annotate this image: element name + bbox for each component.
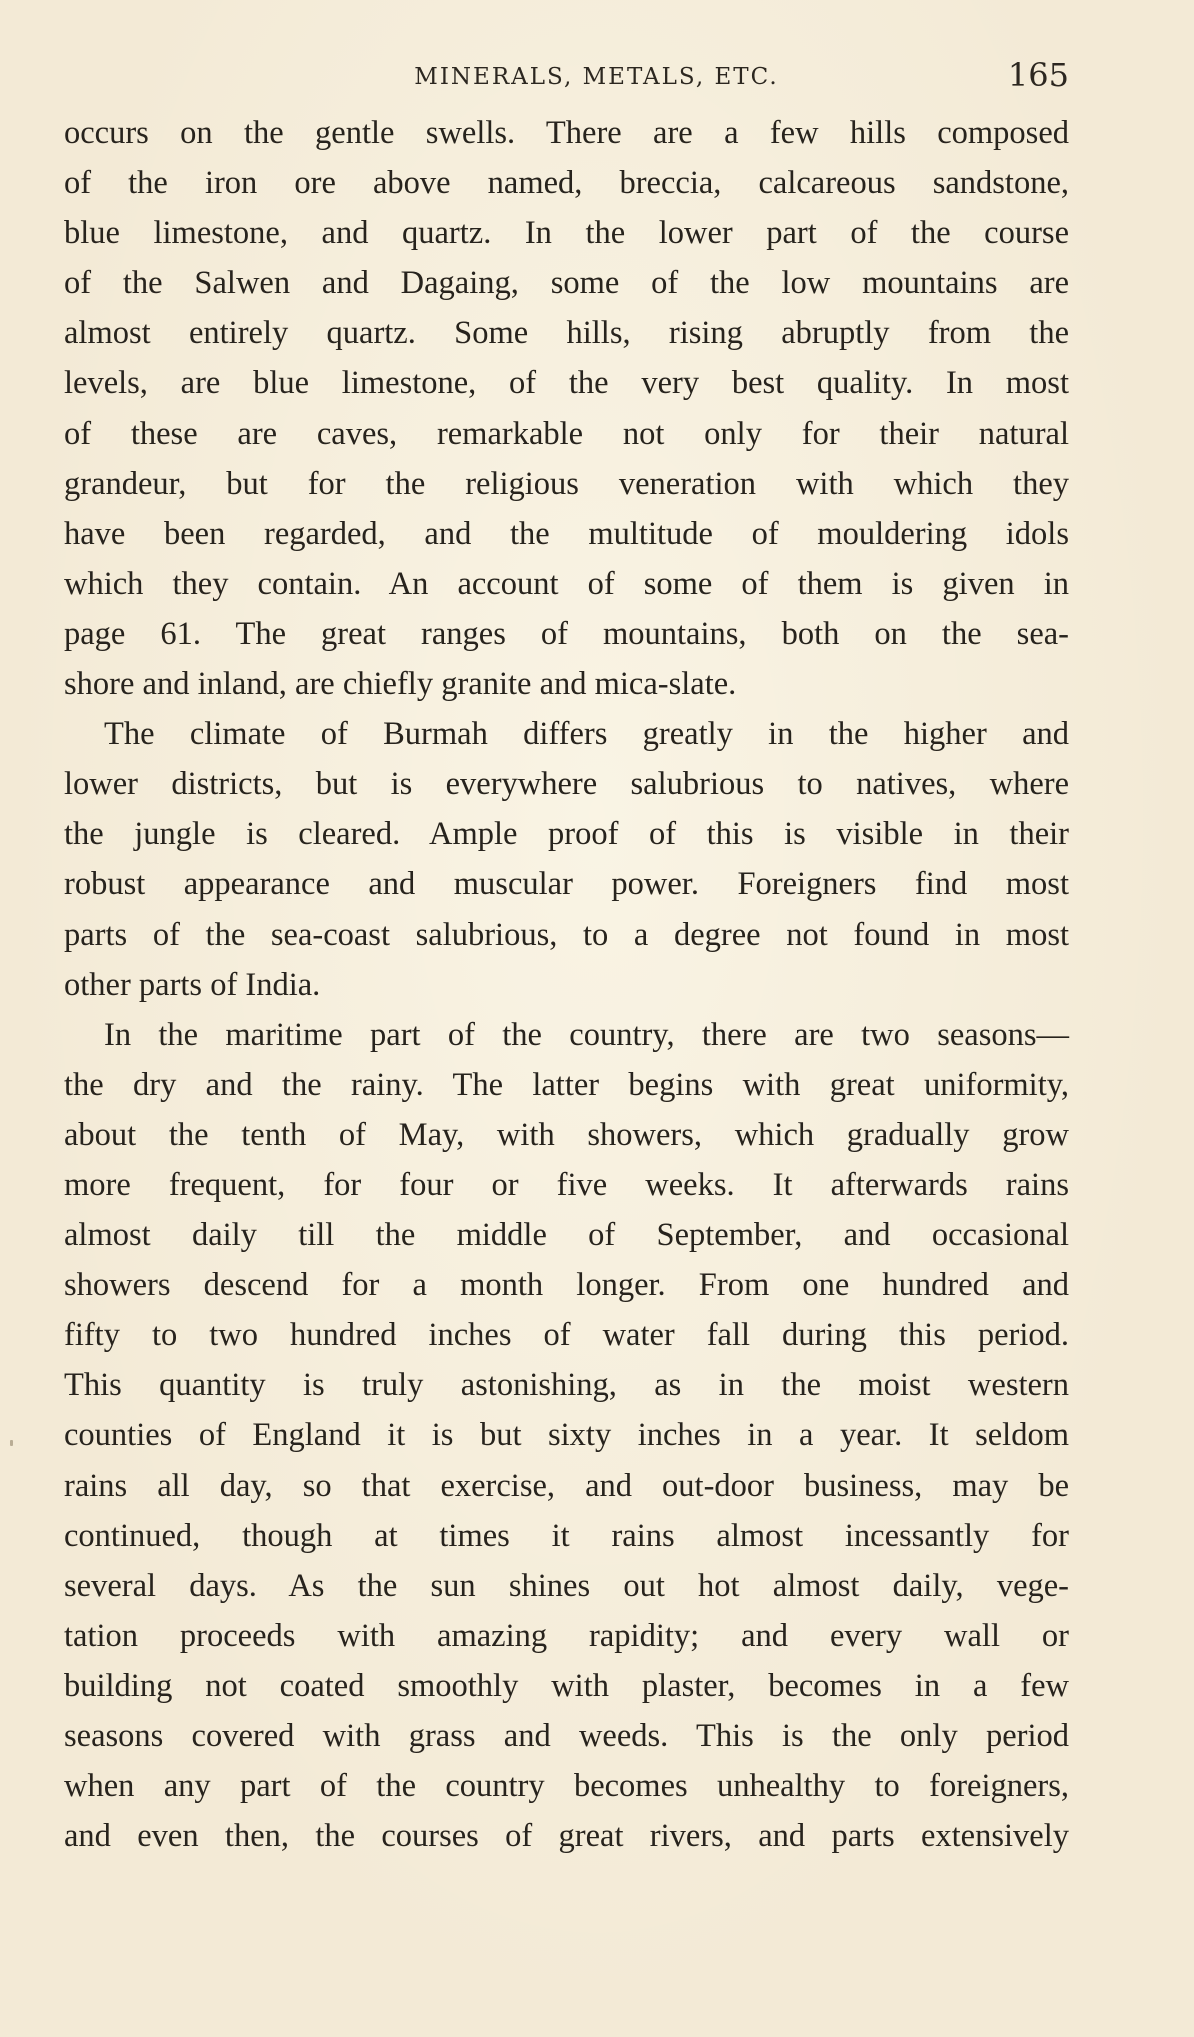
text-line: shore and inland, are chiefly granite and mica-slate. bbox=[64, 666, 737, 703]
running-head bbox=[64, 56, 1069, 96]
text-line: when any part of the country becomes unhealthy to foreigners, bbox=[64, 1768, 1069, 1805]
text-line: This quantity is truly astonishing, as in the moist western bbox=[64, 1367, 1069, 1404]
text-line: which they contain. An account of some of them is given in bbox=[64, 565, 1069, 602]
text-line: and even then, the courses of great rivers, and parts extensively bbox=[64, 1818, 1069, 1855]
page-number: 165 bbox=[1007, 56, 1069, 94]
running-title: MINERALS, METALS, ETC. bbox=[414, 64, 779, 90]
text-line: of the iron ore above named, breccia, calcareous sandstone, bbox=[64, 165, 1069, 202]
text-line: have been regarded, and the multitude of mouldering idols bbox=[64, 515, 1069, 552]
text-line: robust appearance and muscular power. Foreigners find most bbox=[64, 866, 1069, 903]
text-line: page 61. The great ranges of mountains, both on the sea- bbox=[64, 615, 1069, 652]
text-line: lower districts, but is everywhere salubrious to natives, where bbox=[64, 766, 1069, 803]
body-text bbox=[64, 108, 1069, 1861]
margin-speck bbox=[10, 1440, 13, 1446]
text-line: of these are caves, remarkable not only for their natural bbox=[64, 415, 1069, 452]
text-line: building not coated smoothly with plaster, becomes in a few bbox=[64, 1667, 1069, 1704]
text-line: almost daily till the middle of September, and occasional bbox=[64, 1217, 1069, 1254]
text-line: the dry and the rainy. The latter begins with great uniformity, bbox=[64, 1066, 1069, 1103]
text-line: The climate of Burmah differs greatly in the higher and bbox=[104, 716, 1069, 753]
text-line: of the Salwen and Dagaing, some of the low mountains are bbox=[64, 265, 1069, 302]
text-line: seasons covered with grass and weeds. This is the only period bbox=[64, 1718, 1069, 1754]
text-line: continued, though at times it rains almost incessantly for bbox=[64, 1517, 1069, 1554]
text-line: tation proceeds with amazing rapidity; and every wall or bbox=[64, 1617, 1069, 1654]
text-line: counties of England it is but sixty inches in a year. It seldom bbox=[64, 1417, 1069, 1454]
text-line: more frequent, for four or five weeks. It afterwards rains bbox=[64, 1166, 1069, 1203]
text-line: parts of the sea-coast salubrious, to a degree not found in most bbox=[64, 916, 1069, 953]
text-line: other parts of India. bbox=[64, 966, 321, 1003]
text-line: several days. As the sun shines out hot almost daily, vege- bbox=[64, 1567, 1069, 1604]
text-line: showers descend for a month longer. From one hundred and bbox=[64, 1267, 1069, 1304]
text-line: fifty to two hundred inches of water fall during this period. bbox=[64, 1317, 1069, 1354]
text-line: almost entirely quartz. Some hills, rising abruptly from the bbox=[64, 315, 1069, 352]
text-line: blue limestone, and quartz. In the lower part of the course bbox=[64, 215, 1069, 252]
text-line: levels, are blue limestone, of the very best quality. In most bbox=[64, 365, 1069, 402]
text-line: occurs on the gentle swells. There are a few hills composed bbox=[64, 115, 1069, 151]
text-line: the jungle is cleared. Ample proof of this is visible in their bbox=[64, 816, 1069, 853]
text-line: In the maritime part of the country, there are two seasons— bbox=[104, 1016, 1069, 1053]
text-line: about the tenth of May, with showers, which gradually grow bbox=[64, 1116, 1069, 1153]
text-line: grandeur, but for the religious veneration with which they bbox=[64, 465, 1069, 502]
text-line: rains all day, so that exercise, and out-door business, may be bbox=[64, 1467, 1069, 1504]
